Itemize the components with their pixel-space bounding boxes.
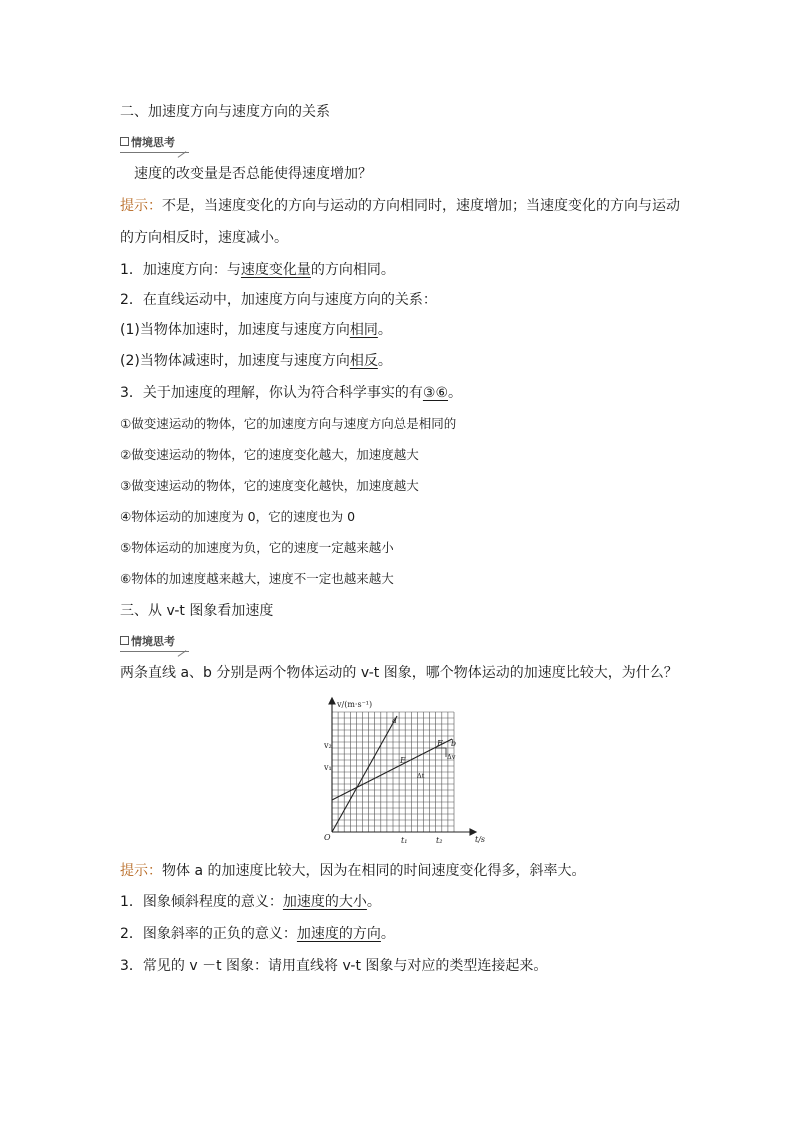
grid: [332, 712, 457, 832]
option-5: ⑤物体运动的加速度为负，它的速度一定越来越小: [120, 540, 394, 555]
section2-scenario-tag: 情境思考: [120, 136, 189, 153]
answer-blank: ③⑥: [422, 385, 449, 401]
section3-hint: 提示：物体 a 的加速度比较大，因为在相同的时间速度变化得多，斜率大。: [120, 863, 586, 879]
t2-label: t₂: [436, 836, 443, 845]
section2-hint-line2: 的方向相反时，速度减小。: [120, 230, 288, 246]
section3-item2: 2．图象斜率的正负的意义：加速度的方向。: [120, 926, 395, 942]
answer-blank: 加速度的方向: [296, 926, 381, 942]
section2-heading: 二、加速度方向与速度方向的关系: [120, 104, 330, 120]
section2-item2a: (1)当物体加速时，加速度与速度方向相同。: [120, 322, 392, 338]
section2-item1: 1．加速度方向：与速度变化量的方向相同。: [120, 262, 395, 278]
line-a: [332, 716, 397, 832]
y-axis-arrow-icon: [329, 698, 335, 704]
line-a-label: a: [392, 716, 397, 725]
v2-label: v₂: [324, 741, 332, 750]
vt-graph: [310, 696, 490, 848]
answer-blank: 加速度的大小: [282, 894, 367, 910]
section3-question: 两条直线 a、b 分别是两个物体运动的 v-t 图象，哪个物体运动的加速度比较大，为什么？: [120, 665, 678, 681]
section2-item3: 3．关于加速度的理解，你认为符合科学事实的有③⑥。: [120, 385, 463, 401]
section3-item3: 3．常见的 v －t 图象：请用直线将 v-t 图象与对应的类型连接起来。: [120, 958, 548, 974]
answer-blank: 相反: [349, 353, 378, 369]
hint-label: 提示：: [120, 198, 162, 214]
hint-label: 提示：: [120, 863, 162, 879]
dt-label: Δt: [417, 772, 425, 780]
square-icon: [120, 137, 129, 146]
section2-question: 速度的改变量是否总能使得速度增加？: [134, 166, 372, 182]
section3-item1: 1．图象倾斜程度的意义：加速度的大小。: [120, 894, 381, 910]
point-e-label: E: [400, 756, 406, 765]
section3-heading: 三、从 v-t 图象看加速度: [120, 603, 274, 619]
option-3: ③做变速运动的物体，它的速度变化越快，加速度越大: [120, 478, 419, 493]
section2-item2b: (2)当物体减速时，加速度与速度方向相反。: [120, 353, 392, 369]
section2-item2: 2．在直线运动中，加速度方向与速度方向的关系：: [120, 292, 437, 308]
square-icon: [120, 636, 129, 645]
section2-hint-line1: 提示：不是，当速度变化的方向与运动的方向相同时，速度增加；当速度变化的方向与运动: [120, 198, 680, 214]
v1-label: v₁: [324, 763, 332, 772]
option-4: ④物体运动的加速度为 0，它的速度也为 0: [120, 509, 356, 524]
section3-scenario-tag: 情境思考: [120, 635, 189, 652]
y-axis-label: v/(m·s⁻¹): [337, 700, 373, 709]
answer-blank: 速度变化量: [240, 262, 311, 278]
option-1: ①做变速运动的物体，它的加速度方向与速度方向总是相同的: [120, 416, 457, 431]
x-axis-label: t/s: [475, 835, 486, 844]
option-6: ⑥物体的加速度越来越大，速度不一定也越来越大: [120, 571, 394, 586]
option-2: ②做变速运动的物体，它的速度变化越大，加速度越大: [120, 447, 419, 462]
line-b-label: b: [451, 739, 457, 748]
dv-label: Δv: [447, 753, 456, 761]
t1-label: t₁: [401, 836, 408, 845]
point-f-label: F: [437, 739, 443, 748]
origin-label: O: [324, 833, 331, 842]
answer-blank: 相同: [349, 322, 378, 338]
